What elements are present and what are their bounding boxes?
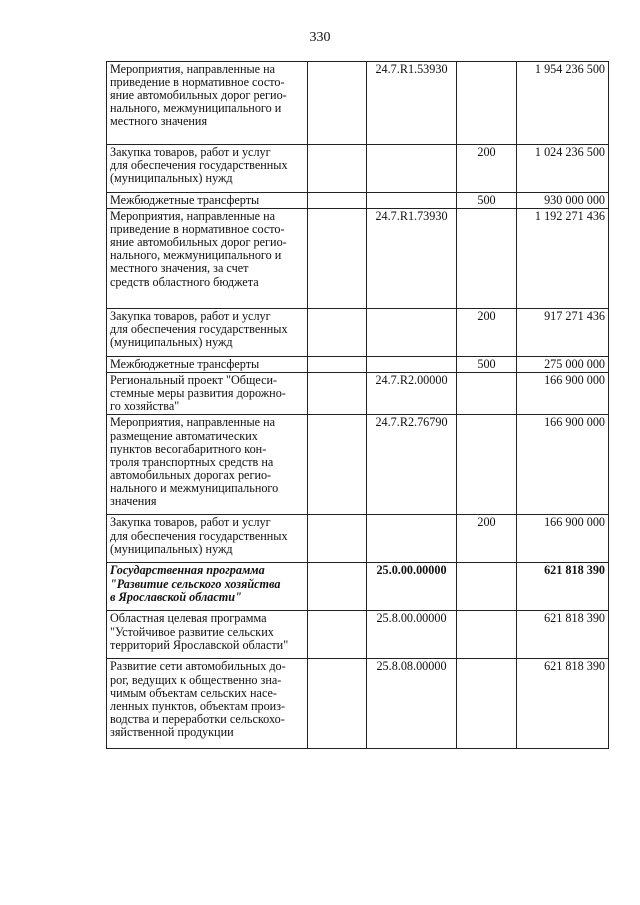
table-row xyxy=(107,415,609,515)
row-expense-type-cell: 500 xyxy=(457,193,517,209)
row-name-cell: Закупка товаров, работ и услуг для обеспечения государственных (муниципальных) нужд xyxy=(107,309,308,357)
row-code-cell: 24.7.R1.53930 xyxy=(367,62,457,145)
table-row xyxy=(107,611,609,659)
row-empty-cell xyxy=(308,193,367,209)
row-amount-cell: 1 024 236 500 xyxy=(517,145,609,193)
row-amount-cell: 621 818 390 xyxy=(517,659,609,749)
table-row xyxy=(107,357,609,373)
row-empty-cell xyxy=(308,357,367,373)
row-name-cell: Развитие сети автомобильных до- рог, ведущих к общественно зна- чимым объектам сельских насе- ленных пунктов, объектам произ- водства и переработки сельскохо- зяйственной продукции xyxy=(107,659,308,749)
row-name-cell: Мероприятия, направленные на размещение автоматических пунктов весогабаритного кон- троля транспортных средств на автомобильных дорогах регио- нального и межмуниципального значения xyxy=(107,415,308,515)
row-empty-cell xyxy=(308,373,367,415)
table-row xyxy=(107,373,609,415)
row-expense-type-cell xyxy=(457,563,517,611)
row-amount-cell: 1 954 236 500 xyxy=(517,62,609,145)
row-amount-cell: 166 900 000 xyxy=(517,515,609,563)
budget-table xyxy=(106,61,609,749)
row-code-cell xyxy=(367,515,457,563)
row-code-cell: 24.7.R2.00000 xyxy=(367,373,457,415)
table-row xyxy=(107,145,609,193)
row-name-cell: Закупка товаров, работ и услуг для обеспечения государственных (муниципальных) нужд xyxy=(107,515,308,563)
row-amount-cell: 1 192 271 436 xyxy=(517,209,609,309)
row-empty-cell xyxy=(308,515,367,563)
table-row xyxy=(107,515,609,563)
row-name-cell: Мероприятия, направленные на приведение в нормативное состо- яние автомобильных дорог регио- нального, межмуниципального и местного значения xyxy=(107,62,308,145)
row-name-cell: Закупка товаров, работ и услуг для обеспечения государственных (муниципальных) нужд xyxy=(107,145,308,193)
row-name-cell: Региональный проект "Общеси- стемные меры развития дорожно- го хозяйства" xyxy=(107,373,308,415)
row-code-cell xyxy=(367,193,457,209)
row-empty-cell xyxy=(308,415,367,515)
row-amount-cell: 166 900 000 xyxy=(517,373,609,415)
row-expense-type-cell xyxy=(457,209,517,309)
row-empty-cell xyxy=(308,611,367,659)
row-amount-cell: 917 271 436 xyxy=(517,309,609,357)
row-expense-type-cell: 500 xyxy=(457,357,517,373)
row-code-cell: 25.0.00.00000 xyxy=(367,563,457,611)
row-empty-cell xyxy=(308,563,367,611)
row-expense-type-cell xyxy=(457,659,517,749)
row-empty-cell xyxy=(308,145,367,193)
row-expense-type-cell xyxy=(457,373,517,415)
row-empty-cell xyxy=(308,659,367,749)
row-expense-type-cell xyxy=(457,62,517,145)
row-code-cell: 24.7.R1.73930 xyxy=(367,209,457,309)
row-name-cell: Межбюджетные трансферты xyxy=(107,357,308,373)
row-expense-type-cell: 200 xyxy=(457,309,517,357)
row-code-cell xyxy=(367,357,457,373)
budget-table-body xyxy=(107,62,609,749)
table-row xyxy=(107,193,609,209)
row-name-cell: Межбюджетные трансферты xyxy=(107,193,308,209)
row-expense-type-cell: 200 xyxy=(457,515,517,563)
row-empty-cell xyxy=(308,209,367,309)
page-number: 330 xyxy=(309,30,331,45)
table-row xyxy=(107,309,609,357)
row-code-cell: 25.8.08.00000 xyxy=(367,659,457,749)
row-code-cell: 25.8.00.00000 xyxy=(367,611,457,659)
row-amount-cell: 621 818 390 xyxy=(517,611,609,659)
row-amount-cell: 166 900 000 xyxy=(517,415,609,515)
row-name-cell: Государственная программа "Развитие сельского хозяйства в Ярославской области" xyxy=(107,563,308,611)
row-code-cell xyxy=(367,145,457,193)
row-empty-cell xyxy=(308,62,367,145)
row-expense-type-cell: 200 xyxy=(457,145,517,193)
row-code-cell: 24.7.R2.76790 xyxy=(367,415,457,515)
row-name-cell: Областная целевая программа "Устойчивое развитие сельских территорий Ярославской области" xyxy=(107,611,308,659)
row-expense-type-cell xyxy=(457,415,517,515)
row-amount-cell: 621 818 390 xyxy=(517,563,609,611)
table-row xyxy=(107,563,609,611)
row-amount-cell: 930 000 000 xyxy=(517,193,609,209)
row-expense-type-cell xyxy=(457,611,517,659)
row-empty-cell xyxy=(308,309,367,357)
row-code-cell xyxy=(367,309,457,357)
row-name-cell: Мероприятия, направленные на приведение в нормативное состо- яние автомобильных дорог регио- нального, межмуниципального и местного значения, за счет средств областного бюджета xyxy=(107,209,308,309)
table-row xyxy=(107,659,609,749)
row-amount-cell: 275 000 000 xyxy=(517,357,609,373)
table-row xyxy=(107,209,609,309)
table-row xyxy=(107,62,609,145)
